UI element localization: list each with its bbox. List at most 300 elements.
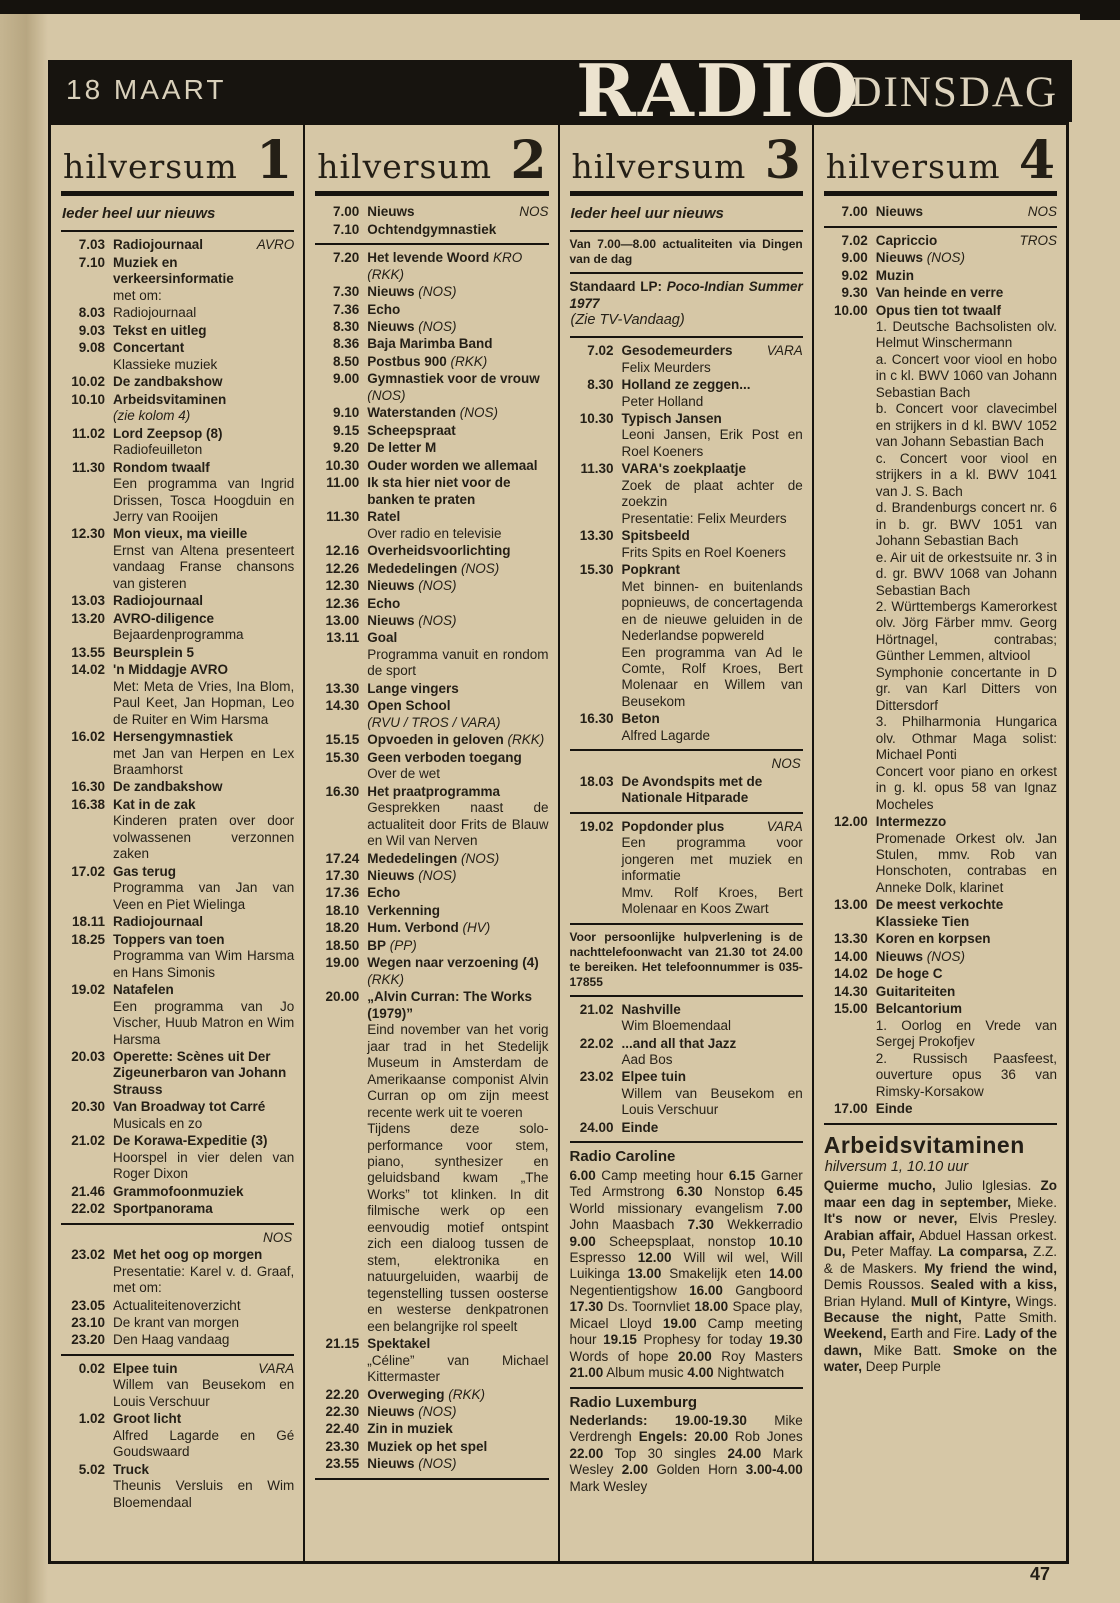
programme-time: 12.30 [71, 526, 105, 542]
programme-description: Musicals en zo [113, 1115, 203, 1131]
listing-item [61, 593, 294, 609]
programme-time: 10.02 [71, 374, 105, 390]
divider-rule [570, 1141, 803, 1143]
listing-item [315, 440, 548, 456]
programme-time: 17.24 [325, 850, 360, 866]
programme-time: 7.03 [78, 237, 105, 253]
listing-item [315, 319, 548, 335]
section-heading: Radio Caroline [569, 1148, 676, 1166]
programme-description: 3. Philharmonia Hungarica olv. Othmar Maga solist: Michael Ponti [875, 714, 1057, 763]
programme-time: 19.02 [579, 818, 614, 834]
programme-title: Holland ze zeggen... [621, 377, 751, 393]
programme-title: NOS Nieuws [367, 204, 549, 220]
programme-description: Met binnen- en buitenlands popnieuws, de concertagenda en de nieuwe geluiden in de Nederlandse popwereld [621, 578, 803, 644]
listing-item [61, 797, 294, 863]
listing-item [315, 222, 548, 238]
programme-title: Scheepspraat [367, 422, 456, 438]
programme-description: e. Air uit de orkestsuite nr. 3 in d. gr. BWV 1068 van Johann Sebastian Bach [875, 549, 1057, 598]
programme-title: Nieuws (NOS) [367, 578, 457, 594]
programme-time: 16.30 [71, 779, 105, 795]
listing-item [61, 1133, 294, 1182]
programme-title: VARA Gesodemeurders [621, 343, 803, 359]
listing-item [61, 526, 294, 592]
programme-title: NOS Nieuws [875, 204, 1057, 220]
programme-time: 13.00 [325, 612, 360, 628]
programme-title: 'n Middagje AVRO [113, 662, 228, 678]
programme-description: Theunis Versluis en Wim Bloemendaal [113, 1478, 295, 1510]
divider-rule [570, 995, 803, 997]
programme-list [570, 204, 803, 1495]
programme-description: Over radio en televisie [367, 525, 502, 541]
programme-time: 12.30 [325, 578, 360, 594]
hourly-news-note: Ieder heel uur nieuws [62, 205, 216, 223]
column-hilversum-4 [812, 125, 1066, 1561]
programme-title: Nieuws (NOS) [367, 284, 457, 300]
programme-description: Een programma van Jo Vischer, Huub Matron en Wim Harsma [113, 998, 295, 1047]
programme-title: Concertant [113, 340, 185, 356]
page-gutter-shadow [0, 14, 48, 1603]
listing-item [315, 630, 548, 679]
programme-description: Een programma van Ingrid Drissen, Tosca Hoogduin en Jerry van Rooijen [113, 476, 295, 524]
programme-time: 17.30 [325, 868, 360, 883]
programme-title: Ouder worden we allemaal [367, 457, 538, 473]
programme-title: AVRO-diligence [113, 610, 215, 626]
programme-time: 23.55 [325, 1456, 360, 1472]
programme-description: met om: [113, 287, 162, 303]
programme-time: 14.30 [325, 698, 360, 714]
programme-time: 13.30 [325, 680, 360, 696]
programme-time: 16.30 [579, 711, 614, 727]
programme-time: 16.38 [71, 796, 105, 812]
listing-item [315, 989, 548, 1335]
listing-item [315, 284, 548, 300]
programme-description: Met: Meta de Vries, Ina Blom, Paul Keet, Jan Hopman, Leo de Ruiter en Wim Harsma [113, 678, 295, 727]
programme-description: Over de wet [367, 766, 441, 782]
network-label: NOS [771, 756, 801, 772]
programme-time: 13.30 [833, 931, 868, 947]
listing-item [824, 931, 1057, 947]
programme-time: 9.15 [332, 422, 360, 438]
programme-title: Einde [875, 1101, 913, 1117]
programme-time: 12.00 [833, 814, 868, 830]
programme-time: 15.00 [833, 1001, 868, 1017]
programme-title: Muziek op het spel [367, 1438, 488, 1454]
programme-title: Van heinde en verre [875, 285, 1004, 301]
listing-item [315, 336, 548, 352]
listing-item [570, 819, 803, 918]
programme-title: De zandbakshow [113, 374, 223, 390]
programme-time: 17.00 [833, 1101, 868, 1117]
programme-title: Muzin [875, 267, 914, 283]
station-number: 3 [764, 130, 801, 191]
listing-item [61, 864, 294, 913]
listing-item [61, 1462, 294, 1511]
programme-time: 22.02 [579, 1035, 614, 1051]
programme-description: Bejaardenprogramma [113, 627, 244, 643]
programme-title: Waterstanden (NOS) [367, 405, 499, 421]
programme-title: Koren en korpsen [875, 931, 991, 947]
listing-item [61, 914, 294, 930]
programme-description: (zie kolom 4) [113, 408, 191, 424]
listing-item [61, 1298, 294, 1314]
column-header [61, 129, 294, 191]
programme-time: 9.08 [78, 340, 105, 356]
programme-title: Spitsbeeld [621, 528, 690, 544]
listing-item [824, 1101, 1057, 1117]
programme-time: 17.36 [325, 885, 360, 901]
programme-title: Mon vieux, ma vieille [113, 526, 248, 542]
listing-item [61, 1411, 294, 1460]
programme-title: Muziek en verkeersinformatie [113, 254, 234, 287]
programme-title: Beton [621, 711, 660, 727]
programme-time: 23.20 [71, 1332, 105, 1348]
programme-description: 1. Oorlog en Vrede van Sergej Prokofjev [875, 1017, 1057, 1050]
programme-description: Aad Bos [621, 1051, 673, 1067]
programme-description: Tijdens deze solo-performance voor stem, piano, synthesizer en geluidsband kwam „The Works” tot klinken. In dit filmische werk op een eenvoudig motief ontspint zich een dialoog tussen de stem, elektronika en natuurgeluiden, waarbij de tegenstelling tussen oosterse en westerse denkpatronen een belangrijke rol speelt [367, 1121, 549, 1334]
programme-title: Rondom twaalf [113, 459, 210, 475]
programme-time: 22.20 [325, 1386, 360, 1402]
listing-item [315, 750, 548, 783]
programme-list [315, 204, 548, 1480]
programme-title: Spektakel [367, 1336, 431, 1352]
listing-item [824, 949, 1057, 965]
listing-item [315, 613, 548, 629]
listing-item [61, 1184, 294, 1200]
listing-item [61, 392, 294, 425]
hourly-news-note: Ieder heel uur nieuws [570, 205, 724, 223]
programme-time: 12.26 [325, 560, 360, 576]
programme-time: 18.10 [325, 902, 360, 918]
listing-item [61, 645, 294, 661]
programme-title: Lord Zeepsop (8) [113, 425, 223, 441]
listing-item [315, 543, 548, 559]
programme-title: Ratel [367, 509, 401, 525]
programme-title: Gas terug [113, 863, 177, 879]
programme-title: Nashville [621, 1001, 681, 1017]
listing-item [570, 1002, 803, 1035]
listing-item [824, 897, 1057, 930]
programme-title: Grammofoonmuziek [113, 1183, 244, 1199]
listing-item [315, 423, 548, 439]
station-number: 4 [1018, 130, 1055, 191]
listing-item [315, 1421, 548, 1437]
programme-description: Presentatie: Karel v. d. Graaf, met om: [113, 1263, 295, 1296]
listing-item [315, 851, 548, 867]
programme-time: 22.02 [71, 1201, 105, 1217]
listing-item [570, 461, 803, 527]
programme-time: 18.25 [71, 931, 105, 947]
run-on-paragraph: Voor persoonlijke hulpverlening is de nachttelefoonwacht van 21.30 tot 24.00 te bereiken. Het telefoonnummer is 035-17855 [569, 929, 803, 989]
listing-item [315, 596, 548, 612]
programme-title: Intermezzo [875, 814, 947, 830]
programme-description: (RVU / TROS / VARA) [367, 714, 501, 730]
network-label: NOS [262, 1229, 293, 1245]
listing-item [824, 984, 1057, 1000]
programme-time: 8.36 [332, 336, 360, 352]
programme-description: a. Concert voor viool en hobo in c kl. BWV 1060 van Johann Sebastian Bach [875, 351, 1057, 400]
programme-title: Nieuws (NOS) [367, 868, 457, 883]
listing-item [315, 732, 548, 748]
page-top-edge [0, 0, 1120, 14]
programme-description: Promenade Orkest olv. Jan Stulen, mmv. Rob van Honschoten, contrabas en Anneke Dolk, klarinet [875, 830, 1057, 895]
programme-title: Nieuws (NOS) [875, 948, 966, 964]
listing-item [315, 1439, 548, 1455]
programme-description: 2. Russisch Paasfeest, ouverture opus 36 van Rimsky-Korsakow [875, 1050, 1057, 1099]
programme-description: Zoek de plaat achter de zoekzin [621, 477, 803, 510]
programme-time: 13.30 [579, 528, 614, 544]
programme-time: 19.00 [325, 955, 360, 971]
listing-item [824, 233, 1057, 249]
broadcaster-label: NOS [519, 204, 549, 220]
programme-time: 10.00 [833, 302, 868, 318]
programme-title: AVRO Radiojournaal [113, 237, 295, 253]
listing-item [824, 250, 1057, 266]
programme-title: Radiojournaal [113, 305, 197, 321]
column-header-rule [315, 191, 548, 196]
programme-time: 17.02 [71, 863, 105, 879]
programme-title: Kat in de zak [113, 796, 196, 812]
programme-description: Programma van Wim Harsma en Hans Simonis [113, 948, 295, 980]
programme-description: Eind november van het vorig jaar trad in het Stedelijk Museum in Amsterdam de Amerikaanse componist Alvin Curran op om zijn meest recente werk uit te voeren [367, 1022, 549, 1120]
programme-title: Arbeidsvitaminen [113, 391, 227, 407]
programme-list [61, 204, 294, 1511]
programme-time: 24.00 [579, 1119, 614, 1135]
programme-title: Natafelen [113, 982, 174, 998]
listing-item [570, 711, 803, 744]
programme-time: 22.40 [325, 1421, 360, 1437]
listing-item [61, 1332, 294, 1348]
programme-time: 16.02 [71, 729, 105, 745]
listing-item [315, 250, 548, 283]
programme-description: Gesprekken naast de actualiteit door Frits de Blauw en Wil van Nerven [367, 800, 549, 849]
station-name: hilversum [63, 147, 238, 187]
divider-rule [315, 243, 548, 245]
listing-item [61, 323, 294, 339]
programme-description: met Jan van Herpen en Lex Braamhorst [113, 745, 295, 778]
column-header-rule [824, 191, 1057, 196]
programme-title: Hersengymnastiek [113, 729, 234, 745]
divider-rule [61, 1223, 294, 1225]
programme-time: 9.10 [332, 405, 360, 421]
page-corner-shade [1080, 0, 1120, 20]
listing-item [824, 966, 1057, 982]
listing-item [61, 1201, 294, 1217]
programme-title: De Korawa-Expeditie (3) [113, 1133, 268, 1149]
listing-item [315, 938, 548, 954]
programme-time: 10.30 [325, 457, 360, 473]
programme-title: Ochtendgymnastiek [367, 221, 497, 237]
listing-item [570, 528, 803, 561]
programme-time: 7.10 [78, 254, 105, 270]
listing-item [315, 458, 548, 474]
run-on-paragraph: Standaard LP: Poco-Indian Summer 1977 [569, 279, 803, 311]
programme-time: 23.10 [71, 1315, 105, 1331]
listing-item [824, 268, 1057, 284]
listing-item [61, 779, 294, 795]
listing-item [61, 729, 294, 778]
listing-item [315, 903, 548, 919]
programme-title: Truck [113, 1461, 150, 1477]
programme-title: Postbus 900 (RKK) [367, 353, 488, 369]
programme-title: Den Haag vandaag [113, 1332, 230, 1348]
date-label: 18 MAART [66, 74, 227, 105]
page-number: 47 [1030, 1564, 1051, 1584]
programme-time: 15.30 [579, 562, 614, 578]
programme-title: Guitariteiten [875, 983, 956, 999]
programme-title: Typisch Jansen [621, 410, 722, 426]
programme-title: De letter M [367, 440, 437, 456]
day-label: DINSDAG [850, 69, 1058, 116]
listing-item [61, 1315, 294, 1331]
programme-time: 9.00 [332, 371, 360, 387]
programme-title: Radiojournaal [113, 914, 204, 930]
programme-description: Peter Holland [621, 393, 704, 409]
run-on-paragraph: Nederlands: 19.00-19.30 Mike Verdrengh Engels: 20.00 Rob Jones 22.00 Top 30 singles 24.00 Mark Wesley 2.00 Golden Horn 3.00-4.00 Mark Wesley [569, 1413, 803, 1494]
programme-time: 7.20 [332, 250, 360, 266]
programme-time: 11.02 [71, 425, 105, 441]
programme-time: 23.30 [325, 1438, 360, 1454]
broadcaster-label: NOS [1027, 204, 1057, 220]
station-name: hilversum [825, 147, 1001, 187]
programme-title: Mededelingen (NOS) [367, 850, 500, 866]
listing-item [315, 1336, 548, 1385]
programme-title: Hum. Verbond (HV) [367, 920, 491, 936]
listing-item [570, 562, 803, 710]
programme-description: Een programma voor jongeren met muziek en informatie [621, 835, 803, 884]
section-title: RADIO [576, 48, 861, 133]
section-heading: Radio Luxemburg [569, 1393, 698, 1411]
run-on-paragraph: Van 7.00—8.00 actualiteiten via Dingen van de dag [569, 237, 803, 267]
listing-item [315, 1456, 548, 1472]
listing-item [824, 1001, 1057, 1100]
programme-title: Van Broadway tot Carré [113, 1099, 266, 1115]
divider-rule [570, 749, 803, 751]
programme-title: Tekst en uitleg [113, 322, 207, 338]
column-hilversum-2 [303, 125, 557, 1561]
programme-title: Geen verboden toegang [367, 749, 522, 765]
programme-title: Goal [367, 630, 398, 646]
programme-time: 18.50 [325, 937, 360, 953]
programme-time: 5.02 [78, 1461, 105, 1477]
programme-time: 18.20 [325, 920, 360, 936]
programme-description: Symphonie concertante in D gr. van Karl Ditters von Dittersdorf [875, 664, 1057, 713]
programme-title: Sportpanorama [113, 1201, 213, 1217]
programme-title: BP (PP) [367, 937, 417, 953]
programme-time: 11.00 [326, 475, 360, 491]
programme-time: 21.02 [579, 1001, 614, 1017]
programme-time: 20.30 [71, 1099, 105, 1115]
programme-time: 9.03 [78, 322, 105, 338]
listing-item [61, 611, 294, 644]
programme-time: 7.00 [332, 204, 360, 220]
programme-time: 15.30 [325, 749, 360, 765]
listing-item [315, 784, 548, 850]
programme-time: 0.02 [78, 1360, 105, 1376]
programme-time: 7.02 [841, 232, 868, 248]
programme-title: Ik sta hier niet voor de banken te praten [367, 475, 511, 507]
programme-time: 21.46 [71, 1183, 105, 1199]
listing-item [315, 561, 548, 577]
programme-title: Opus tien tot twaalf [875, 302, 1002, 318]
programme-time: 7.00 [841, 204, 868, 220]
run-on-paragraph: Quierme mucho, Julio Iglesias. Zo maar een dag in september, Mieke. It's now or never, Elvis Presley. Arabian affair, Abduel Hassan orkest. Du, Peter Maffay. La comparsa, Z.Z. & de Maskers. My friend the wind, Demis Roussos. Sealed with a kiss, Brian Hyland. Mull of Kintyre, Wings. Because the night, Patte Smith. Weekend, Earth and Fire. Lady of the dawn, Mike Batt. Smoke on the water, Deep Purple [823, 1178, 1058, 1375]
listing-item [315, 509, 548, 542]
divider-rule [824, 226, 1057, 228]
programme-time: 18.03 [579, 773, 614, 789]
programme-time: 20.03 [71, 1048, 105, 1064]
divider-rule [570, 230, 803, 232]
programme-title: Echo [367, 301, 401, 317]
listing-item [61, 340, 294, 373]
programme-time: 22.30 [325, 1404, 360, 1419]
programme-description: b. Concert voor clavecimbel en strijkers in d kl. BWV 1052 van Johann Sebastian Bach [875, 401, 1057, 450]
broadcaster-label: TROS [1019, 232, 1057, 248]
programme-title: Einde [621, 1119, 659, 1135]
listing-item [61, 374, 294, 390]
programme-title: Open School [367, 698, 451, 714]
broadcaster-label: VARA [766, 343, 803, 359]
programme-description: Hoorspel in vier delen van Roger Dixon [113, 1149, 295, 1182]
programme-title: VARA's zoekplaatje [621, 461, 746, 477]
programme-title: Nieuws (NOS) [367, 612, 457, 628]
programme-list [824, 204, 1057, 1376]
programme-time: 11.30 [326, 509, 360, 525]
listing-item [315, 681, 548, 697]
listing-item [315, 1387, 548, 1403]
programme-time: 19.02 [71, 982, 105, 998]
programme-time: 16.30 [325, 783, 360, 799]
programme-description: Concert voor piano en orkest in g. kl. opus 58 van Ignaz Mocheles [875, 763, 1057, 812]
listing-item [315, 578, 548, 594]
programme-title: Echo [367, 885, 401, 901]
listing-item [570, 1069, 803, 1118]
programme-description: Presentatie: Felix Meurders [621, 510, 787, 526]
listing-item [570, 1120, 803, 1136]
masthead [48, 48, 1072, 133]
feature-heading: Arbeidsvitaminen [823, 1131, 1025, 1158]
programme-title: TROS Capriccio [875, 232, 1057, 248]
programme-description: 2. Württembergs Kamerorkest olv. Jörg Färber mmv. Georg Hörtnagel, contrabas; Günther Lemmen, altviool [875, 598, 1057, 664]
programme-title: Actualiteitenoverzicht [113, 1297, 241, 1313]
programme-title: Het praatprogramma [367, 783, 501, 799]
listing-item [570, 1036, 803, 1069]
listing-item [570, 377, 803, 410]
programme-time: 23.02 [71, 1247, 105, 1263]
programme-time: 13.03 [71, 593, 105, 609]
programme-description: Felix Meurders [621, 359, 711, 375]
listing-item [315, 371, 548, 404]
programme-time: 23.05 [71, 1297, 105, 1313]
programme-title: De zandbakshow [113, 779, 223, 795]
programme-title: Belcantorium [875, 1001, 963, 1017]
programme-time: 18.11 [71, 914, 105, 930]
programme-title: De meest verkochte Klassieke Tien [875, 897, 1004, 929]
programme-time: 20.00 [325, 989, 360, 1005]
listing-item [61, 305, 294, 321]
programme-description: (RKK) [367, 266, 404, 282]
programme-description: Willem van Beusekom en Louis Verschuur [113, 1377, 295, 1409]
divider-rule [570, 1387, 803, 1389]
listing-item [824, 285, 1057, 301]
listing-item [824, 303, 1057, 814]
listing-item [824, 814, 1057, 896]
programme-description: „Céline” van Michael Kittermaster [367, 1352, 549, 1385]
programme-time: 7.30 [332, 284, 360, 300]
programme-description: Programma vanuit en rondom de sport [367, 646, 549, 679]
column-header-rule [61, 191, 294, 196]
column-hilversum-3 [558, 125, 812, 1561]
divider-rule [570, 923, 803, 925]
